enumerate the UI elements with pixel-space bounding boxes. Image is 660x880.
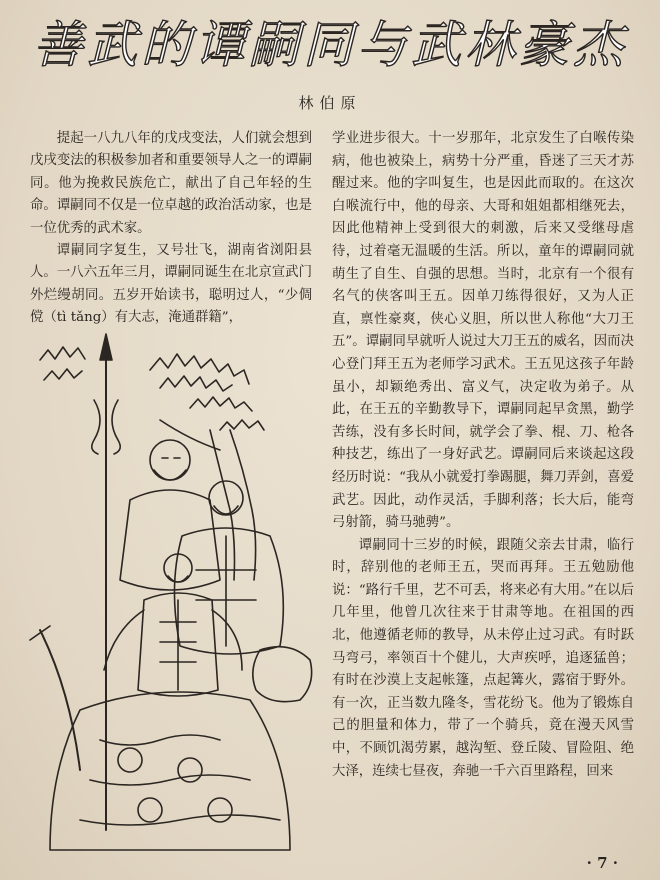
paragraph: 提起一八九八年的戊戌变法，人们就会想到戊戌变法的积极参加者和重要领导人之一的谭嗣同。他为挽救民族危亡，献出了自己年轻的生命。谭嗣同不仅是一位卓越的政治活动家，也是一位优秀的武术家。: [30, 131, 312, 236]
page-number: · 7 ·: [586, 854, 618, 872]
article-title: 善武的谭嗣同与武林豪杰: [33, 16, 627, 74]
paragraph: 谭嗣同字复生，又号壮飞，湖南省浏阳县人。一八六五年三月，谭嗣同诞生在北京宣武门外烂缦胡同。五岁开始读书，聪明过人，“少倜傥（tì tǎng）有大志，淹通群籍”，: [30, 243, 312, 326]
martial-artists-illustration: [20, 330, 318, 870]
paragraph: 谭嗣同十三岁的时候，跟随父亲去甘肃，临行时，辞别他的老师王五，哭而再拜。王五勉励他说：“路行千里，艺不可丢，将来必有大用。”在以后几年里，他曾几次往来于甘肃等地。在祖国的西北，他遵循老师的教导，从未停止过习武。有时跃马弯弓，率领百十个健儿，大声疾呼，追逐猛兽；有时在沙漠上支起帐篷，点起篝火，露宿于野外。有一次，正当数九隆冬，雪花纷飞。他为了锻炼自己的胆量和体力，带了一个骑兵，竟在漫天风雪中，不顾饥渴劳累，越沟堑、登丘陵、冒险阻、绝大泽，连续七昼夜，奔驰一千六百里路程，回来: [332, 537, 634, 779]
left-column: [30, 128, 312, 330]
article-author: 林伯原: [298, 94, 362, 112]
right-column: [332, 128, 634, 783]
paragraph: 学业进步很大。十一岁那年，北京发生了白喉传染病，他也被染上，病势十分严重，昏迷了三天才苏醒过来。他的字叫复生，也是因此而取的。在这次白喉流行中，他的母亲、大哥和姐姐都相继死去，因此他精神上受到很大的刺激，后来又受继母虐待，过着毫无温暖的生活。所以，童年的谭嗣同就萌生了自生、自强的思想。当时，北京有一个很有名气的侠客叫王五。因单刀练得很好，又为人正直，禀性豪爽，侠心义胆，所以世人称他“大刀王五”。谭嗣同早就听人说过大刀王五的威名，因而决心登门拜王五为老师学习武术。王五见这孩子年龄虽小，却颖绝秀出、富义气，决定收为弟子。从此，在王五的辛勤教导下，谭嗣同起早贪黑，勤学苦练，没有多长时间，就学会了拳、棍、刀、枪各种技艺，练出了一身好武艺。谭嗣同后来谈起这段经历时说：“我从小就爱打拳踢腿，舞刀弄剑，喜爱武艺。因此，动作灵活，手脚利落；长大后，能弯弓射箭，骑马驰骋”。: [332, 131, 634, 531]
